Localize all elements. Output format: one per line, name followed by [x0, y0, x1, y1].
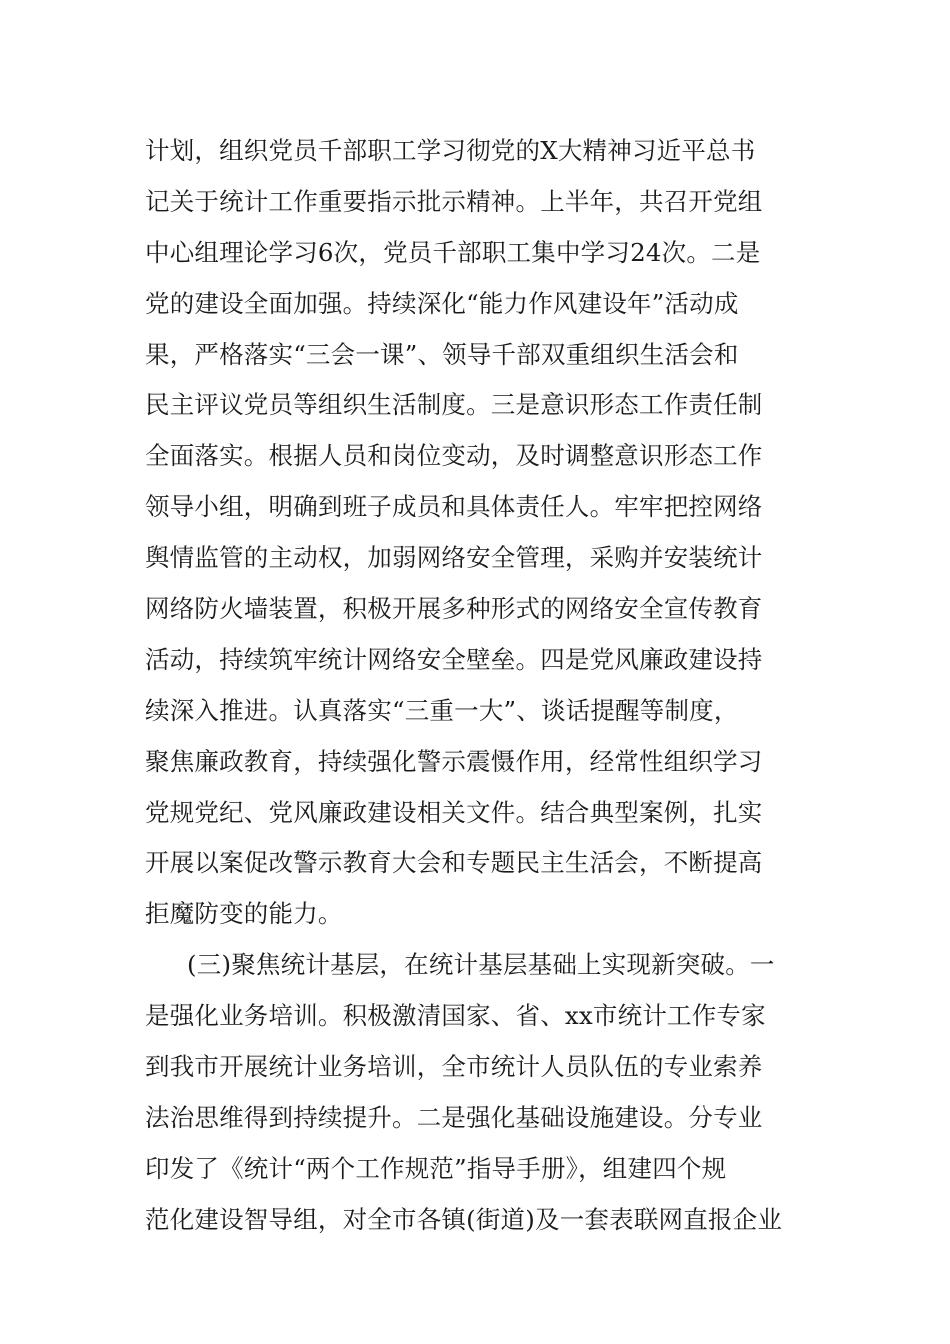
- text-line: 印发了《统计“两个工作规范”指导手册》，组建四个规: [145, 1153, 727, 1183]
- paragraph-1: [145, 126, 810, 940]
- text-line: 计划，组织党员千部职工学习彻党的X大精神习近平总书: [145, 136, 756, 165]
- text-line: 党的建设全面加强。持续深化“能力作风建设年”活动成: [145, 288, 739, 318]
- paragraph-2: [145, 940, 810, 1245]
- text-line: 是强化业务培训。积极激清国家、省、xx市统计工作专家: [145, 1001, 766, 1031]
- body-text: [145, 126, 810, 1246]
- text-line: 领导小组，明确到班子成员和具体责任人。牢牢把控网络: [145, 492, 763, 522]
- text-line: 党规党纪、党风廉政建设相关文件。结合典型案例，扎实: [145, 797, 763, 827]
- text-line: 续深入推进。认真落实“三重一大”、谈话提醒等制度，: [145, 695, 739, 725]
- text-line: 果，严格落实“三会一课”、领导千部双重组织生活会和: [145, 339, 739, 369]
- text-line: 法治思维得到持续提升。二是强化基础设施建设。分专业: [145, 1102, 763, 1132]
- text-line: 活动，持续筑牢统计网络安全壁垒。四是党风廉政建设持: [145, 644, 763, 674]
- text-line: 范化建设智导组，对全市各镇(街道)及一套表联网直报企业: [145, 1204, 783, 1234]
- text-line: 中心组理论学习6次，党员千部职工集中学习24次。二是: [145, 237, 761, 267]
- text-line: 记关于统计工作重要指示批示精神。上半年，共召开党组: [145, 186, 763, 216]
- text-line-indented: (三)聚焦统计基层，在统计基层基础上实现新突破。一: [187, 950, 775, 980]
- text-line: 聚焦廉政教育，持续强化警示震慑作用，经常性组织学习: [145, 746, 763, 776]
- text-line: 拒魔防变的能力。: [145, 899, 343, 929]
- text-line: 全面落实。根据人员和岗位变动，及时调整意识形态工作: [145, 441, 763, 471]
- text-line: 到我市开展统计业务培训，全市统计人员队伍的专业索养: [145, 1052, 763, 1082]
- text-line: 民主评议党员等组织生活制度。三是意识形态工作责任制: [145, 390, 763, 420]
- text-line: 舆情监管的主动权，加弱网络安全管理，采购并安装统计: [145, 543, 763, 573]
- text-line: 开展以案促改警示教育大会和专题民主生活会，不断提高: [145, 848, 763, 878]
- text-line: 网络防火墙装置，积极开展多种形式的网络安全宣传教育: [145, 594, 763, 624]
